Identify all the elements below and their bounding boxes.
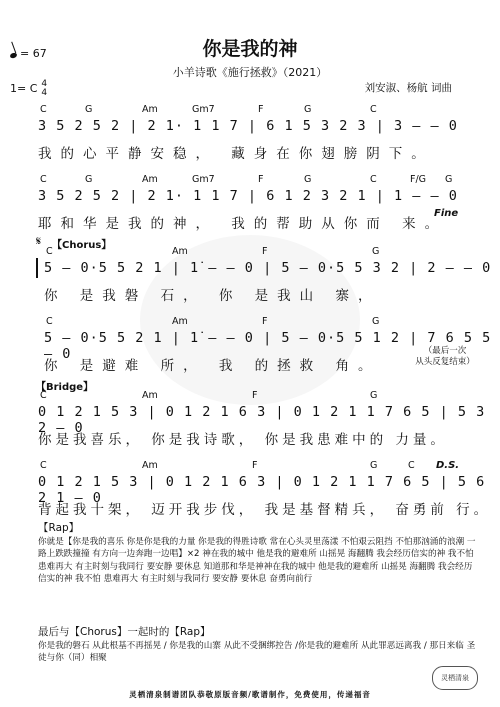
chord: Am bbox=[142, 104, 158, 115]
chord: G bbox=[370, 460, 378, 471]
lyrics-line: 背起我十架， 迈开我步伐， 我是基督精兵， 奋勇前 行。 bbox=[38, 502, 492, 518]
fine-marking: Fine bbox=[434, 208, 459, 219]
chord: F bbox=[262, 246, 268, 257]
segno-icon: 𝄋 bbox=[36, 234, 42, 248]
chord: Gm7 bbox=[192, 174, 215, 185]
rap-heading: 【Rap】 bbox=[38, 522, 80, 534]
chord: C bbox=[408, 460, 415, 471]
chord: G bbox=[304, 174, 312, 185]
chord: Gm7 bbox=[192, 104, 215, 115]
section-label-chorus: 【Chorus】 bbox=[52, 240, 112, 251]
lyrics-line: 我的心平静安稳， 藏身在你翅膀阴下。 bbox=[38, 146, 434, 162]
key-signature: 1= C 4 4 bbox=[10, 79, 48, 98]
chord: Am bbox=[142, 460, 158, 471]
chord: F bbox=[258, 104, 264, 115]
ds-marking: D.S. bbox=[436, 460, 460, 471]
chord: C bbox=[370, 174, 377, 185]
tempo-marking: = 67 bbox=[10, 47, 47, 60]
chord: C bbox=[40, 390, 47, 401]
chord: G bbox=[85, 104, 93, 115]
chord: G bbox=[370, 390, 378, 401]
ending-rap-text: 你是我的磐石 从此根基不再摇晃 / 你是我的山寨 从此不受捆绑控告 /你是我的避难所 从此罪恶远离我 / 那日来临 圣徒与你（同）相聚 bbox=[38, 641, 476, 664]
section-label-bridge: 【Bridge】 bbox=[36, 382, 94, 393]
song-title: 你是我的神 bbox=[202, 38, 298, 60]
chord: G bbox=[372, 316, 380, 327]
chord: Am bbox=[172, 246, 188, 257]
lyrics-line: 你 是避难 所， 我 的拯救 角。 bbox=[44, 358, 381, 374]
notation-line: 0 1 2 1 5 3 | 0 1 2 1 6 3 | 0 1 2 1 1 7 6 5 | 5 6 2 1 – 0 bbox=[38, 474, 486, 506]
chord: C bbox=[40, 174, 47, 185]
lyrics-line: 你 是我磐 石， 你 是我山 寨， bbox=[44, 288, 381, 304]
chord: F bbox=[258, 174, 264, 185]
chord: G bbox=[85, 174, 93, 185]
chord: Am bbox=[142, 174, 158, 185]
chord: C bbox=[40, 104, 47, 115]
notation-line: 0 1 2 1 5 3 | 0 1 2 1 6 3 | 0 1 2 1 1 7 6 5 | 5 3 2 – 0 bbox=[38, 404, 486, 436]
ending-rap-heading: 最后与【Chorus】一起时的【Rap】 bbox=[38, 626, 211, 638]
chord: G bbox=[445, 174, 453, 185]
chord: C bbox=[370, 104, 377, 115]
notation-line: 3 5 2 5 2 | 2 1· 1 1 7 | 6 1 5 3 2 3 | 3 – – 0 bbox=[38, 118, 458, 134]
chord: Am bbox=[142, 390, 158, 401]
notation-line: 5 – 0·5 5 2 1 | 1̇ – – 0 | 5 – 0·5 5 3 2 | 2 – – 0 bbox=[44, 260, 492, 276]
chord: C bbox=[46, 246, 53, 257]
chord: F/G bbox=[410, 174, 427, 185]
chord: F bbox=[252, 460, 258, 471]
notation-line: 5 – 0·5 5 2 1 | 1̇ – – 0 | 5 – 0·5 5 1 2 | 7 6 5 5 – 0 bbox=[44, 330, 492, 362]
chord: C bbox=[40, 460, 47, 471]
chord: Am bbox=[172, 316, 188, 327]
chord: G bbox=[304, 104, 312, 115]
publisher-stamp: 灵栖清泉 bbox=[432, 666, 478, 690]
repeat-barline bbox=[36, 258, 38, 278]
credits: 刘安淑、杨航 词曲 bbox=[364, 82, 452, 94]
notation-line: 3 5 2 5 2 | 2 1· 1 1 7 | 6 1 2 3 2 1 | 1 – – 0 bbox=[38, 188, 458, 204]
chord: F bbox=[262, 316, 268, 327]
chord: C bbox=[46, 316, 53, 327]
chord: G bbox=[372, 246, 380, 257]
lyrics-line: 耶和华是我的神， 我的帮助从你而 来。 bbox=[38, 216, 448, 232]
ending-note: （最后一次 从头反复结束） bbox=[415, 346, 475, 367]
time-signature: 4 4 bbox=[41, 79, 48, 98]
rap-text: 你就是【你是我的喜乐 你是你是我的力量 你是我的得胜诗歌 常在心头灵里荡漾 不怕艰云阻挡 不怕那汹涌的浪潮 一路上跌跌撞撞 有方向一边奔跑一边唱】×2 神在我的城中 他是我的避难所 山摇晃 海翻腾 我会经历信实的神 我不怕 患难再大 有主时刻与我同行 要安静 要休息 知道那和华是神神在我的城中 他是我的避难所 山摇晃 海翻腾 我会经历信实的神 我不怕 患难再大 有主时刻与我同行 要安静 要休息 奋勇向前行 bbox=[38, 537, 476, 584]
footer-credit: 灵栖清泉制谱团队恭敬原版音频/歌谱制作，免费使用，传递福音 bbox=[129, 690, 371, 699]
chord: F bbox=[252, 390, 258, 401]
lyrics-line: 你是我喜乐， 你是我诗歌， 你是我患难中的 力量。 bbox=[38, 432, 448, 448]
song-subtitle: 小羊诗歌《施行拯救》（2021） bbox=[172, 66, 328, 79]
